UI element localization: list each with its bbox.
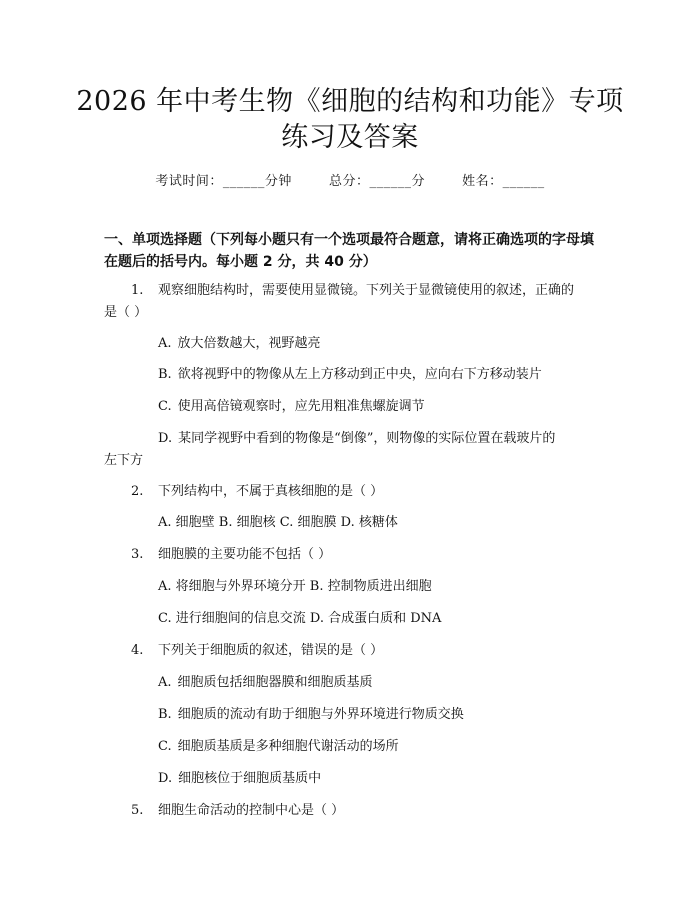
option-text: 细胞质基质是多种细胞代谢活动的场所 [177,739,399,754]
document-title-line2: 练习及答案 [281,122,419,153]
question-stem-text: 细胞生命活动的控制中心是（ ） [158,803,345,818]
name-blank: ______ [502,174,545,189]
option-letter: C. [158,739,172,754]
section-heading-line1: 一、单项选择题（下列每小题只有一个选项最符合题意，请将正确选项的字母填 [104,232,594,248]
question-stem-text: 细胞膜的主要功能不包括（ ） [158,547,332,562]
name-label: 姓名： [462,174,503,189]
question-5-stem [104,800,598,822]
question-1-option-c [104,396,598,418]
option-text: 细胞质包括细胞器膜和细胞质基质 [177,675,373,690]
time-unit: 分钟 [264,174,292,189]
option-text: 细胞核位于细胞质基质中 [178,771,322,786]
question-stem-text: 下列关于细胞质的叙述，错误的是（ ） [158,643,384,658]
option-letter: A. [158,675,172,690]
question-2-options: A. 细胞壁 B. 细胞核 C. 细胞膜 D. 核糖体 [158,515,398,530]
question-4-option-b [104,704,598,726]
option-letter: A. [158,336,172,351]
option-letter: D. [158,771,173,786]
question-4-option-c [104,736,598,758]
document-title-line1: 2026 年中考生物《细胞的结构和功能》专项 [76,86,624,117]
question-1-option-b [104,364,598,386]
time-blank: ______ [222,174,265,189]
question-number: 4. [131,643,144,658]
option-text: 使用高倍镜观察时，应先用粗准焦螺旋调节 [177,399,425,414]
option-text: 某同学视野中看到的物像是“倒像”，则物像的实际位置在载玻片的 [178,431,556,446]
question-3-options-line1: A. 将细胞与外界环境分开 B. 控制物质进出细胞 [158,579,432,594]
question-4-option-d [104,768,598,790]
question-3-options-line2: C. 进行细胞间的信息交流 D. 合成蛋白质和 DNA [158,611,442,626]
question-number: 3. [131,547,144,562]
option-letter: B. [158,367,172,382]
option-letter: D. [158,431,173,446]
question-4-stem [104,640,598,662]
question-1-stem-line2: 是（ ） [104,305,148,320]
score-blank: ______ [369,174,412,189]
score-label: 总分： [328,174,370,189]
option-text: 细胞质的流动有助于细胞与外界环境进行物质交换 [177,707,464,722]
question-1-option-d [104,428,598,450]
question-number: 1. [131,283,144,298]
section-heading-line2: 在题后的括号内。每小题 2 分，共 40 分） [104,254,377,270]
question-2-stem [104,481,598,503]
question-stem-text: 观察细胞结构时，需要使用显微镜。下列关于显微镜使用的叙述，正确的 [158,283,575,298]
exam-info [0,170,700,189]
question-1-option-a [104,333,598,355]
score-unit: 分 [411,174,426,189]
option-text: 欲将视野中的物像从左上方移动到正中央，应向右下方移动装片 [177,367,542,382]
time-label: 考试时间： [155,174,223,189]
question-stem-text: 下列结构中，不属于真核细胞的是（ ） [158,484,384,499]
question-3-stem [104,544,598,566]
question-1-stem [104,280,598,302]
question-4-option-a [104,672,598,694]
question-number: 5. [131,803,144,818]
option-text: 放大倍数越大，视野越亮 [177,336,321,351]
question-1-option-d-line2: 左下方 [104,453,144,468]
question-number: 2. [131,484,144,499]
option-letter: C. [158,399,172,414]
option-letter: B. [158,707,172,722]
